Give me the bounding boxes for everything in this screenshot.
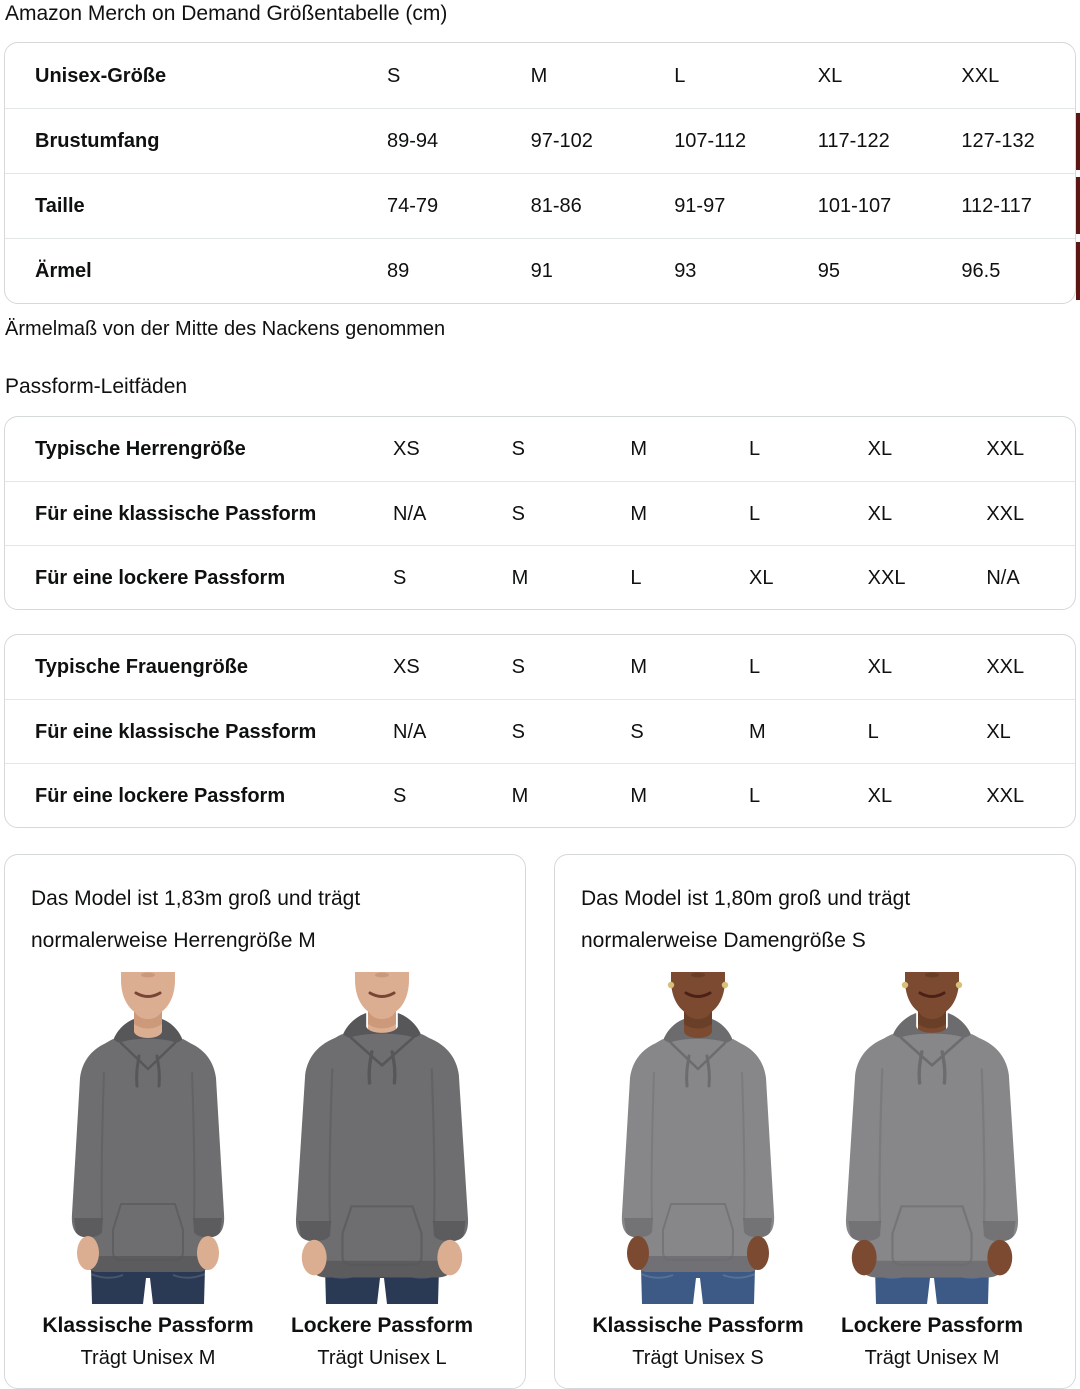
size-header-cell: M — [530, 64, 548, 87]
measurement-cell: 117-122 — [817, 130, 890, 152]
size-cell: XS — [393, 656, 420, 678]
size-cell: N/A — [986, 566, 1020, 589]
row-label: Brustumfang — [35, 130, 160, 152]
mens-fit-table — [4, 416, 1076, 610]
size-cell: XL — [867, 656, 893, 678]
row-label: Ärmel — [35, 260, 92, 282]
measurement-cell: 97-102 — [530, 130, 593, 152]
worn-size-label: Trägt Unisex M — [864, 1347, 1000, 1369]
measurement-cell: 127-132 — [961, 130, 1035, 152]
womens-model-card — [554, 854, 1076, 1389]
size-cell: XXL — [867, 566, 906, 589]
measurement-cell: 112-117 — [961, 195, 1032, 217]
fit-label: Lockere Passform — [840, 1314, 1024, 1337]
size-cell: S — [511, 720, 525, 743]
table-row — [5, 635, 1075, 699]
row-label: Für eine klassische Passform — [35, 720, 317, 743]
measurement-cell: 91 — [530, 260, 553, 282]
measurement-cell: 74-79 — [387, 195, 439, 217]
row-label: Für eine lockere Passform — [35, 784, 286, 807]
mens-model-card — [4, 854, 526, 1389]
model-figure-loose — [815, 972, 1049, 1370]
size-cell: S — [630, 720, 644, 743]
size-cell: L — [867, 720, 879, 743]
size-cell: S — [511, 502, 525, 525]
model-description: Das Model ist 1,80m groß und trägt normalerweise Damengröße S — [581, 887, 911, 952]
table-row — [5, 699, 1075, 763]
measurement-cell: 101-107 — [817, 195, 892, 217]
measurement-cell: 107-112 — [674, 130, 747, 152]
fit-label: Klassische Passform — [42, 1314, 254, 1337]
worn-size-label: Trägt Unisex S — [632, 1347, 764, 1369]
table-row — [5, 108, 1075, 173]
size-cell: M — [748, 720, 766, 743]
size-cell: L — [748, 784, 761, 807]
scrollbar-thumb[interactable] — [1076, 177, 1080, 234]
model-photo — [581, 972, 815, 1304]
womens-fit-table — [4, 634, 1076, 828]
size-cell: N/A — [393, 720, 427, 743]
measurement-cell: 81-86 — [530, 195, 582, 217]
model-figures — [581, 972, 1049, 1370]
size-cell: XL — [986, 720, 1011, 743]
size-cell: XL — [867, 438, 893, 460]
scrollbar-thumb[interactable] — [1076, 242, 1080, 300]
model-cards — [4, 854, 1076, 1389]
size-header-cell: XL — [817, 64, 843, 87]
row-label: Unisex-Größe — [35, 64, 167, 87]
size-cell: M — [630, 502, 647, 525]
worn-size-label: Trägt Unisex L — [317, 1347, 447, 1369]
row-label: Typische Frauengröße — [35, 656, 249, 678]
model-photo — [815, 972, 1049, 1304]
fit-guides-heading: Passform-Leitfäden — [5, 375, 188, 398]
table-row — [5, 481, 1075, 545]
row-label: Typische Herrengröße — [35, 438, 246, 460]
row-label: Für eine klassische Passform — [35, 502, 317, 525]
table-header-row — [5, 43, 1075, 108]
page-title: Amazon Merch on Demand Größentabelle (cm) — [5, 2, 448, 25]
table-row — [5, 763, 1075, 827]
size-cell: L — [748, 438, 761, 460]
fit-label: Lockere Passform — [290, 1314, 474, 1337]
size-header-cell: XXL — [961, 64, 1000, 87]
worn-size-label: Trägt Unisex M — [80, 1347, 216, 1369]
size-cell: M — [630, 784, 647, 807]
size-cell: S — [393, 566, 407, 589]
size-cell: S — [511, 438, 525, 460]
measurement-cell: 93 — [674, 260, 697, 282]
size-cell: XXL — [986, 784, 1025, 807]
size-cell: S — [511, 656, 525, 678]
size-cell: XL — [867, 502, 893, 525]
model-figure-loose — [265, 972, 499, 1370]
size-header-cell: S — [387, 64, 401, 87]
model-photo — [31, 972, 265, 1304]
size-cell: M — [511, 784, 529, 807]
model-figures — [31, 972, 499, 1370]
table-row — [5, 545, 1075, 609]
fit-label: Klassische Passform — [592, 1314, 804, 1337]
measurement-cell: 96.5 — [961, 260, 1001, 282]
size-cell: XXL — [986, 502, 1025, 525]
model-figure-classic — [581, 972, 815, 1370]
size-cell: XL — [748, 566, 774, 589]
table-row — [5, 238, 1075, 303]
size-cell: L — [630, 566, 642, 589]
size-cell: N/A — [393, 502, 427, 525]
measurement-cell: 89-94 — [387, 130, 439, 152]
size-cell: L — [748, 502, 761, 525]
model-photo — [265, 972, 499, 1304]
model-description: Das Model ist 1,83m groß und trägt normalerweise Herrengröße M — [31, 887, 361, 952]
size-cell: L — [748, 656, 761, 678]
measurement-cell: 95 — [817, 260, 841, 282]
size-cell: S — [393, 784, 407, 807]
size-cell: XXL — [986, 438, 1025, 460]
table-row — [5, 417, 1075, 481]
table-row — [5, 173, 1075, 238]
size-cell: M — [630, 656, 647, 678]
measurement-cell: 91-97 — [674, 195, 726, 217]
size-cell: XS — [393, 438, 420, 460]
size-cell: XL — [867, 784, 893, 807]
size-cell: M — [630, 438, 647, 460]
size-cell: XXL — [986, 656, 1025, 678]
model-figure-classic — [31, 972, 265, 1370]
size-cell: M — [511, 566, 529, 589]
row-label: Taille — [35, 195, 85, 217]
sleeve-measure-note: Ärmelmaß von der Mitte des Nackens genommen — [5, 318, 446, 340]
unisex-size-table — [4, 42, 1076, 304]
measurement-cell: 89 — [387, 260, 410, 282]
size-header-cell: L — [674, 64, 686, 87]
scrollbar[interactable] — [1076, 0, 1080, 1388]
scrollbar-thumb[interactable] — [1076, 113, 1080, 170]
row-label: Für eine lockere Passform — [35, 566, 286, 589]
